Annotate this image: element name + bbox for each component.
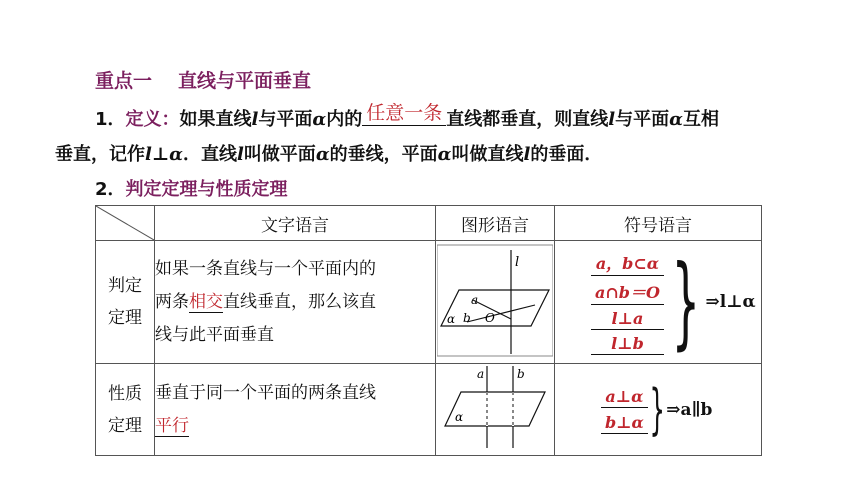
heading-part1: 重点一 (95, 70, 153, 92)
row-label-property (96, 364, 155, 456)
perpendicular-line-plane-diagram (437, 242, 553, 358)
label-b: b (517, 367, 525, 381)
var-l: l (608, 109, 616, 130)
label-b: b (463, 310, 471, 325)
row2-figure (436, 364, 555, 456)
label-a: a (477, 367, 485, 381)
label-alpha: α (455, 410, 464, 424)
def-label: 定义： (125, 109, 180, 130)
def-text: 与平面 (615, 109, 670, 130)
row2-text-line: 垂直于同一个平面的两条直线 (155, 382, 376, 403)
row-label-line: 定理 (108, 308, 142, 328)
row1-text-part: 两条 (155, 291, 189, 312)
section-heading (95, 66, 311, 93)
heading-part2: 直线与平面垂直 (178, 70, 312, 92)
def-text: 的垂线，平面 (329, 144, 438, 165)
row1-sym-line: a，b⊂α (591, 250, 664, 276)
row1-sym-line: l⊥b (591, 333, 664, 355)
row2-sym-line: b⊥α (601, 412, 648, 434)
section2-title: 判定定理与性质定理 (125, 179, 288, 200)
row-label-line: 定理 (108, 415, 142, 436)
row1-sym-line: l⊥a (591, 308, 664, 330)
var-l: l (251, 109, 259, 130)
notation-perp: l⊥α (145, 144, 183, 165)
row1-sym-result: ⇒l⊥α (705, 292, 756, 312)
var-l: l (236, 144, 244, 165)
var-l: l (523, 144, 531, 165)
def-text: 如果直线 (179, 109, 252, 130)
var-alpha: α (669, 109, 683, 130)
row1-text-line (155, 286, 435, 319)
def-text: 的垂面． (530, 144, 603, 165)
row2-text (155, 364, 436, 456)
def-text: 互相 (682, 109, 719, 130)
var-alpha: α (315, 144, 330, 165)
brace-icon: } (649, 377, 665, 441)
def-blank-answer: 任意一条 (362, 98, 446, 126)
var-alpha: α (312, 109, 327, 130)
def-text: 直线都垂直，则直线 (446, 109, 609, 130)
def-text: 叫做平面 (243, 144, 316, 165)
diagonal-line (96, 206, 154, 240)
label-l: l (515, 254, 520, 270)
section2-heading (95, 175, 288, 201)
definition-line-2 (55, 140, 602, 166)
corner-cell (96, 206, 155, 241)
brace-icon: } (671, 243, 701, 360)
row2-symbol (555, 364, 762, 456)
def-num: 1． (95, 109, 126, 130)
row-label-judgement (96, 241, 155, 364)
row1-symbol (555, 241, 762, 364)
label-alpha: α (447, 311, 456, 326)
def-text: 内的 (326, 109, 363, 130)
row1-blank-answer: 相交 (189, 291, 223, 312)
def-text: 与平面 (258, 109, 313, 130)
header-figure-language: 图形语言 (436, 206, 555, 241)
label-a: a (471, 292, 479, 307)
section2-num: 2． (95, 179, 126, 200)
row1-text-part: 直线垂直，那么该直 (223, 291, 376, 312)
row1-text-line: 线与此平面垂直 (155, 324, 274, 345)
row-label-line: 判定 (108, 276, 142, 296)
var-alpha: α (437, 144, 452, 165)
definition-line-1 (95, 104, 719, 132)
header-text-language: 文字语言 (155, 206, 436, 241)
row1-figure (436, 241, 555, 364)
row1-text-line: 如果一条直线与一个平面内的 (155, 258, 376, 279)
def-text: 垂直，记作 (55, 144, 145, 165)
def-text: 叫做直线 (451, 144, 524, 165)
row2-sym-result: ⇒a∥b (666, 399, 713, 420)
row1-sym-line: a∩b＝O (591, 279, 664, 305)
row2-sym-line: a⊥α (601, 386, 648, 408)
theorem-table (95, 205, 762, 456)
row-label-line: 性质 (108, 383, 142, 404)
parallel-lines-plane-diagram (441, 364, 549, 450)
def-text: ．直线 (182, 144, 237, 165)
row1-text (155, 241, 436, 364)
row2-blank-answer: 平行 (155, 415, 189, 436)
header-symbol-language: 符号语言 (555, 206, 762, 241)
label-O: O (485, 310, 495, 325)
